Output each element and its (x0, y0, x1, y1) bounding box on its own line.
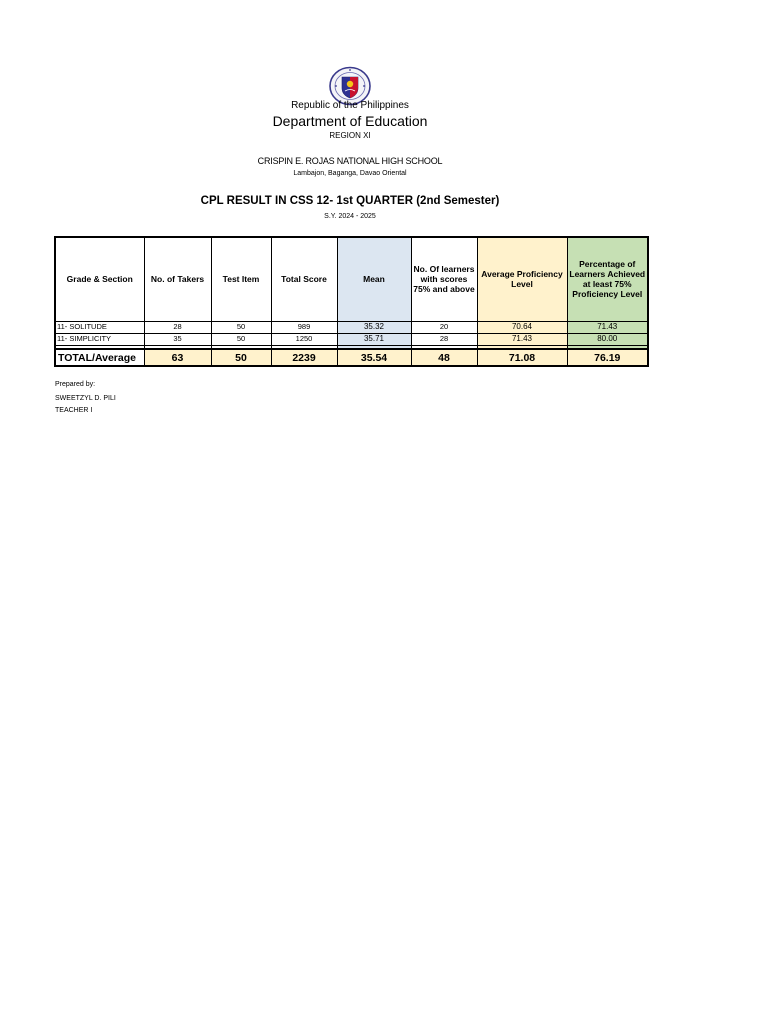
table-header-row (55, 237, 648, 321)
section-cell: 11- SIMPLICITY (55, 333, 144, 345)
apl-cell: 70.64 (477, 321, 567, 333)
learners-75-cell: 28 (411, 333, 477, 345)
republic-text: Republic of the Philippines (291, 100, 409, 111)
region-text: REGION XI (329, 131, 371, 140)
results-table (54, 236, 649, 367)
signatory-name: SWEETZYL D. PILI (55, 395, 116, 402)
takers-cell: 28 (144, 321, 211, 333)
column-header: Average Proficiency Level (477, 237, 567, 321)
column-header: Test Item (211, 237, 271, 321)
mean-cell: 35.32 (337, 321, 411, 333)
prepared-by-label: Prepared by: (55, 381, 96, 388)
signatory-position: TEACHER I (55, 407, 93, 414)
column-header: Grade & Section (55, 237, 144, 321)
column-header: Mean (337, 237, 411, 321)
total-mean: 35.54 (337, 349, 411, 366)
learners-75-cell: 20 (411, 321, 477, 333)
total-learners-75: 48 (411, 349, 477, 366)
pct-cell: 80.00 (567, 333, 648, 345)
school-name: CRISPIN E. ROJAS NATIONAL HIGH SCHOOL (257, 156, 443, 166)
mean-cell: 35.71 (337, 333, 411, 345)
pct-cell: 71.43 (567, 321, 648, 333)
column-header: Total Score (271, 237, 337, 321)
column-header: No. Of learners with scores 75% and above (411, 237, 477, 321)
table-row (55, 321, 648, 333)
total-score: 2239 (271, 349, 337, 366)
section-cell: 11- SOLITUDE (55, 321, 144, 333)
total-items: 50 (211, 349, 271, 366)
total-score-cell: 1250 (271, 333, 337, 345)
table-row (55, 333, 648, 345)
total-pct: 76.19 (567, 349, 648, 366)
report-title: CPL RESULT IN CSS 12- 1st QUARTER (2nd Semester) (200, 195, 500, 207)
total-label: TOTAL/Average (55, 349, 144, 366)
items-cell: 50 (211, 321, 271, 333)
items-cell: 50 (211, 333, 271, 345)
total-row (55, 349, 648, 366)
total-takers: 63 (144, 349, 211, 366)
column-header: Percentage of Learners Achieved at least 75% Proficiency Level (567, 237, 648, 321)
department-title: Department of Education (272, 113, 428, 129)
total-score-cell: 989 (271, 321, 337, 333)
total-apl: 71.08 (477, 349, 567, 366)
school-address: Lambajon, Baganga, Davao Oriental (293, 170, 407, 177)
column-header: No. of Takers (144, 237, 211, 321)
school-year: S.Y. 2024 - 2025 (324, 213, 376, 220)
apl-cell: 71.43 (477, 333, 567, 345)
takers-cell: 35 (144, 333, 211, 345)
